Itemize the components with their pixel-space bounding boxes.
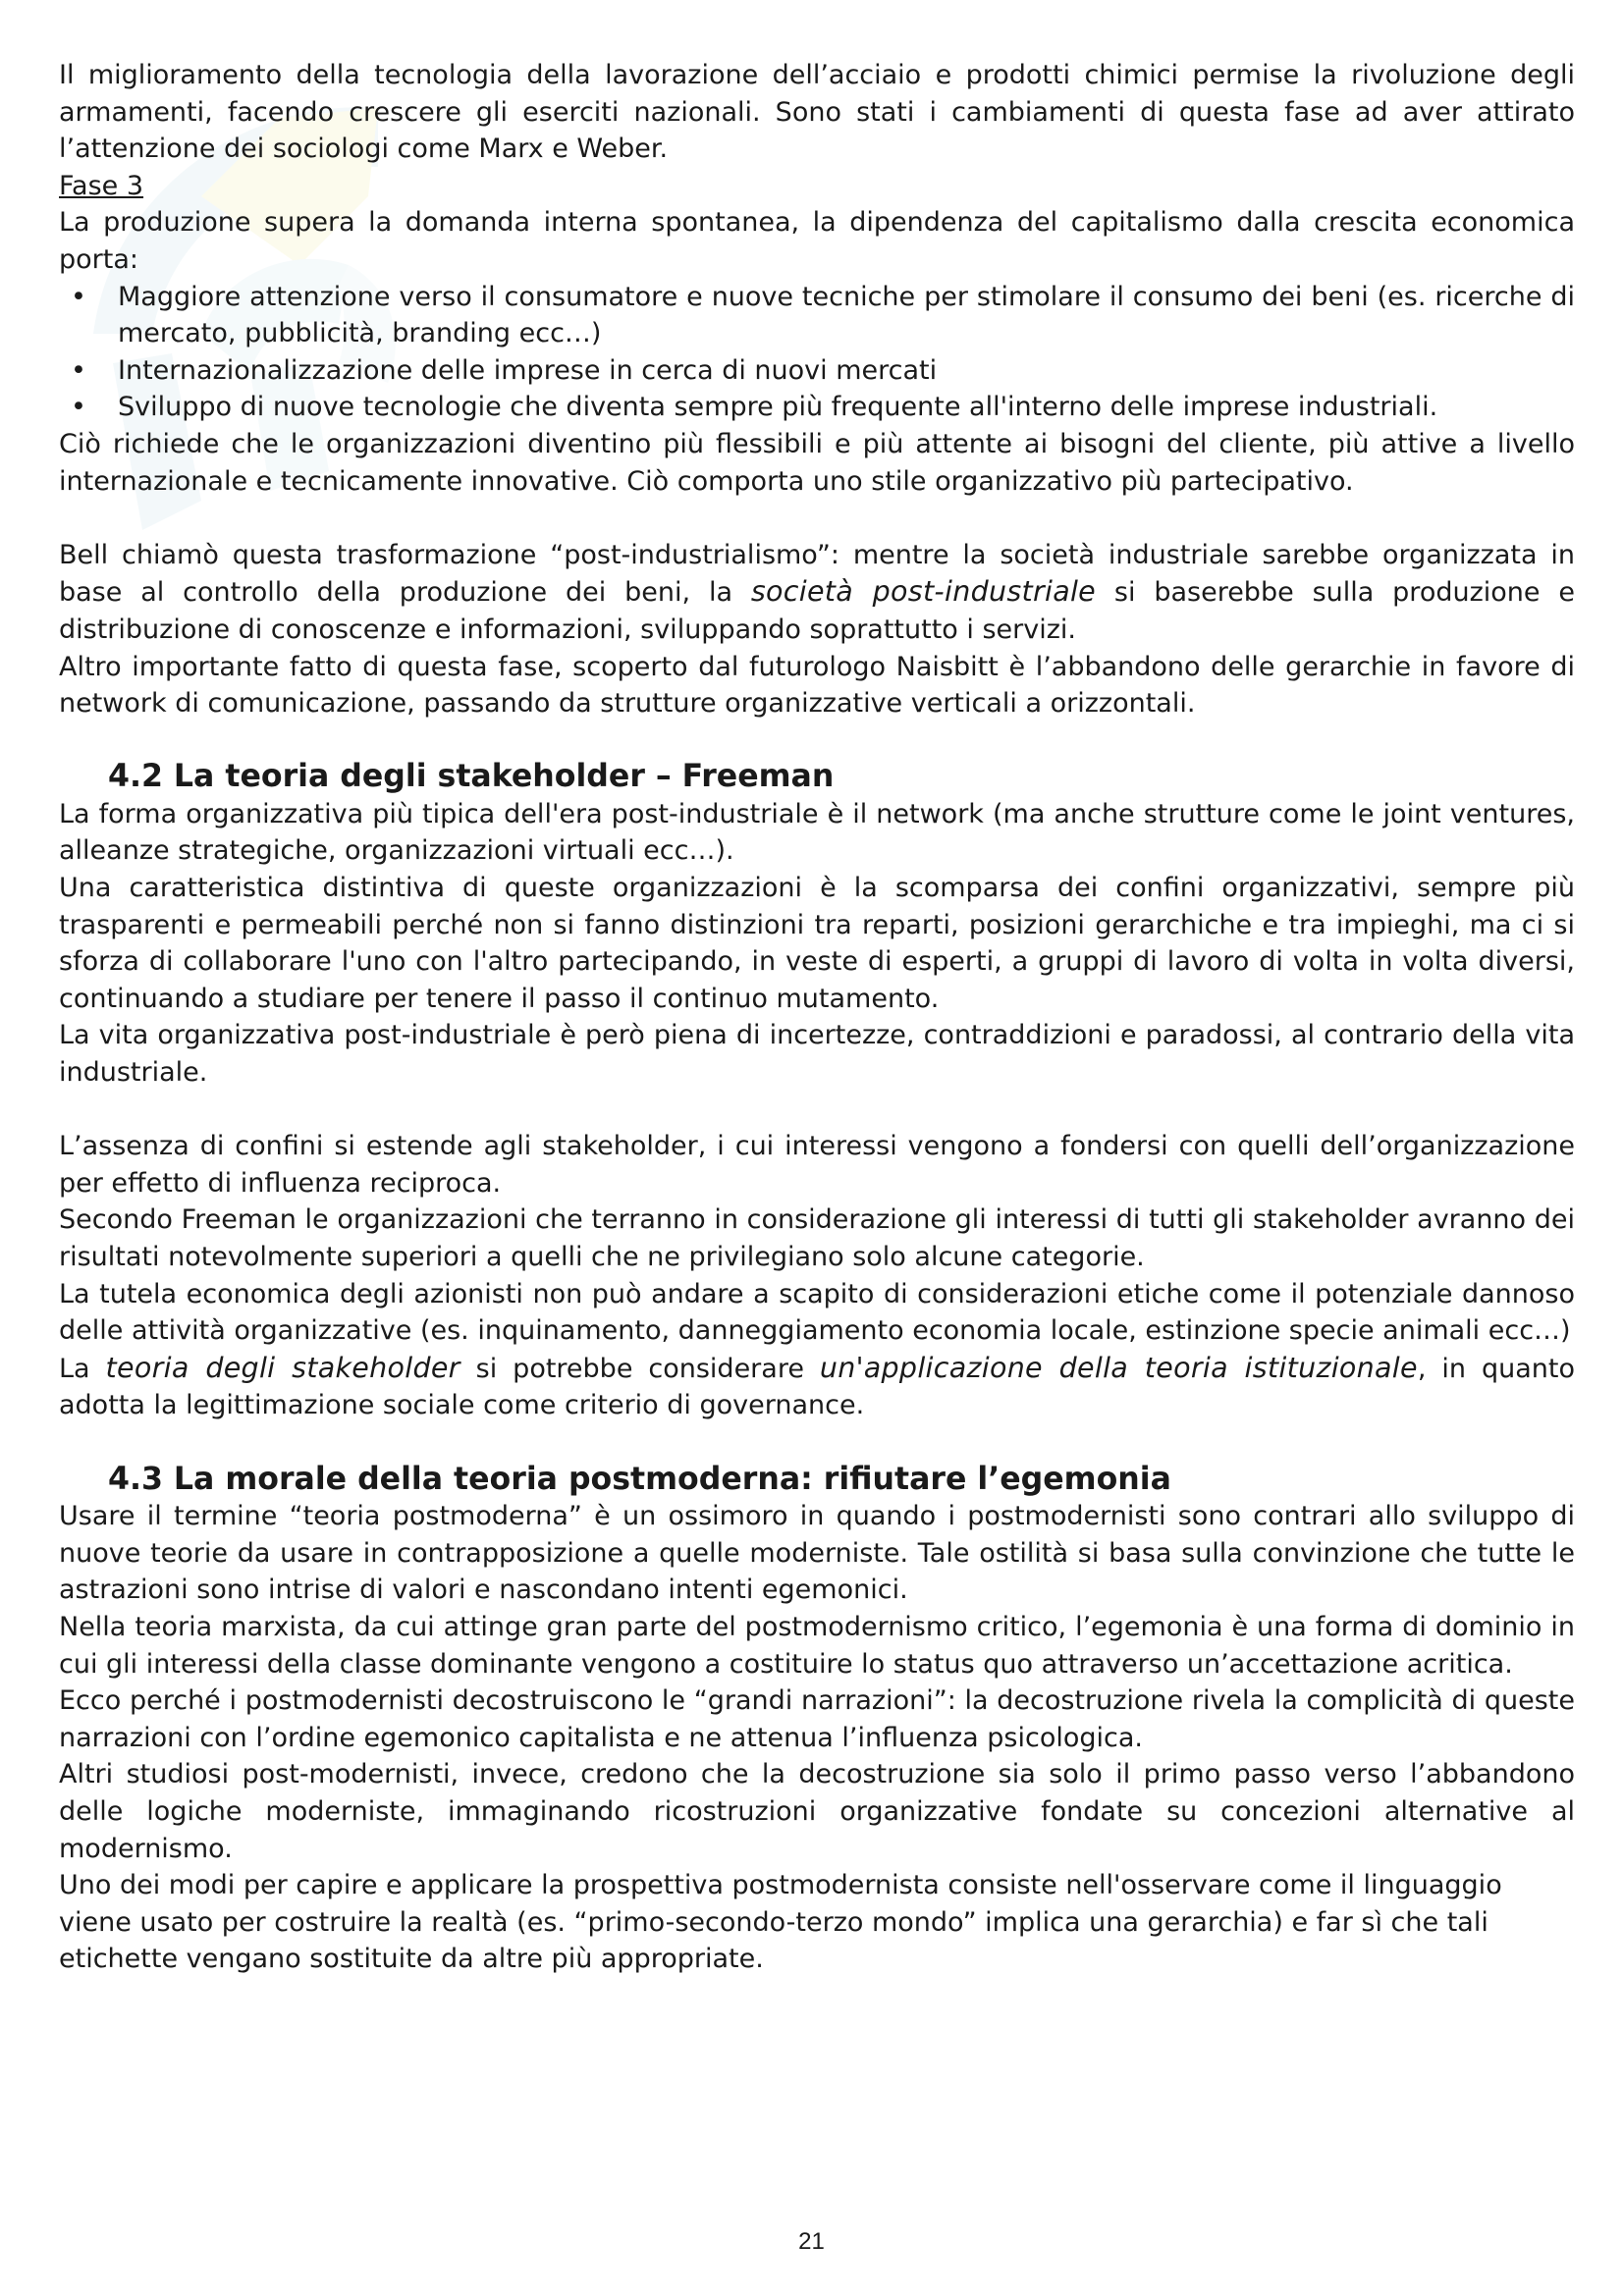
paragraph: Il miglioramento della tecnologia della lavorazione dell’acciaio e prodotti chimici permise la rivoluzione degli armamenti, facendo crescere gli eserciti nazionali. Sono stati i cambiamenti di questa fase ad aver attirato l’attenzione dei sociologi come Marx e Weber. <box>59 60 1575 165</box>
subheading-fase-3: Fase 3 <box>59 170 144 201</box>
page-number: 21 <box>798 2228 825 2255</box>
emphasis: un'applicazione della teoria istituzionale <box>819 1351 1418 1384</box>
bullet-list <box>59 279 1575 426</box>
bullet-item: • Maggiore attenzione verso il consumatore e nuove tecniche per stimolare il consumo dei beni (es. ricerche di mercato, pubblicità, branding ecc…) <box>59 279 1575 352</box>
paragraph: Ciò richiede che le organizzazioni diventino più flessibili e più attente ai bisogni del cliente, più attive a livello internazionale e tecnicamente innovative. Ciò comporta uno stile organizzativo più partecipativo. <box>59 428 1575 497</box>
paragraph: Nella teoria marxista, da cui attinge gran parte del postmodernismo critico, l’egemonia è una forma di dominio in cui gli interessi della classe dominante vengono a costituire lo status quo attraverso un’accettazione acritica. <box>59 1611 1575 1680</box>
paragraph: La teoria degli stakeholder si potrebbe considerare un'applicazione della teoria istituzionale, in quanto adotta la legittimazione sociale come criterio di governance. <box>59 1351 1575 1421</box>
paragraph: La vita organizzativa post-industriale è però piena di incertezze, contraddizioni e paradossi, al contrario della vita industriale. <box>59 1020 1575 1089</box>
paragraph: Bell chiamò questa trasformazione “post-industrialismo”: mentre la società industriale sarebbe organizzata in base al controllo della produzione dei beni, la società post-industriale si baserebbe sulla produzione e distribuzione di conoscenze e informazioni, sviluppando soprattutto i servizi. <box>59 539 1575 645</box>
emphasis: teoria degli stakeholder <box>105 1351 460 1384</box>
paragraph: Una caratteristica distintiva di queste organizzazioni è la scomparsa dei confini organizzativi, sempre più trasparenti e permeabili perché non si fanno distinzioni tra reparti, posizioni gerarchiche e tra impieghi, ma ci si sforza di collaborare l'uno con l'altro partecipando, in veste di esperti, a gruppi di lavoro di volta in volta diversi, continuando a studiare per tenere il passo il continuo mutamento. <box>59 873 1575 1014</box>
paragraph: Secondo Freeman le organizzazioni che terranno in considerazione gli interessi di tutti gli stakeholder avranno dei risultati notevolmente superiori a quelli che ne privilegiano solo alcune categorie. <box>59 1204 1575 1272</box>
paragraph: Uno dei modi per capire e applicare la prospettiva postmodernista consiste nell'osservare come il linguaggio viene usato per costruire la realtà (es. “primo-secondo-terzo mondo” implica una gerarchia) e far sì che tali etichette vengano sostituite da altre più appropriate. <box>59 1870 1502 1975</box>
emphasis: società post-industriale <box>750 575 1097 609</box>
paragraph: Usare il termine “teoria postmoderna” è un ossimoro in quando i postmodernisti sono contrari allo sviluppo di nuove teorie da usare in contrapposizione a quelle moderniste. Tale ostilità si basa sulla convinzione che tutte le astrazioni sono intrise di valori e nascondano intenti egemonici. <box>59 1501 1575 1606</box>
section-heading-4-2: 4.2 La teoria degli stakeholder – Freeman <box>108 759 835 795</box>
paragraph: La forma organizzativa più tipica dell'era post-industriale è il network (ma anche strutture come le joint ventures, alleanze strategiche, organizzazioni virtuali ecc…). <box>59 798 1575 867</box>
paragraph: Altro importante fatto di questa fase, scoperto dal futurologo Naisbitt è l’abbandono delle gerarchie in favore di network di comunicazione, passando da strutture organizzative verticali a orizzontali. <box>59 651 1575 720</box>
bullet-item: • Sviluppo di nuove tecnologie che diventa sempre più frequente all'interno delle imprese industriali. <box>59 389 1575 426</box>
section-heading-4-3: 4.3 La morale della teoria postmoderna: rifiutare l’egemonia <box>108 1461 1171 1497</box>
paragraph: La produzione supera la domanda interna spontanea, la dipendenza del capitalismo dalla crescita economica porta: <box>59 207 1575 275</box>
paragraph: L’assenza di confini si estende agli stakeholder, i cui interessi vengono a fondersi con quelli dell’organizzazione per effetto di influenza reciproca. <box>59 1131 1575 1199</box>
bullet-item: • Internazionalizzazione delle imprese in cerca di nuovi mercati <box>59 352 1575 390</box>
document-body <box>59 57 1575 1978</box>
paragraph: Ecco perché i postmodernisti decostruiscono le “grandi narrazioni”: la decostruzione rivela la complicità di queste narrazioni con l’ordine egemonico capitalista e ne attenua l’influenza psicologica. <box>59 1685 1575 1753</box>
paragraph: La tutela economica degli azionisti non può andare a scapito di considerazioni etiche come il potenziale dannoso delle attività organizzative (es. inquinamento, danneggiamento economia locale, estinzione specie animali ecc…) <box>59 1278 1575 1347</box>
paragraph: Altri studiosi post-modernisti, invece, credono che la decostruzione sia solo il primo passo verso l’abbandono delle logiche moderniste, immaginando ricostruzioni organizzative fondate su concezioni alternative al modernismo. <box>59 1759 1575 1864</box>
